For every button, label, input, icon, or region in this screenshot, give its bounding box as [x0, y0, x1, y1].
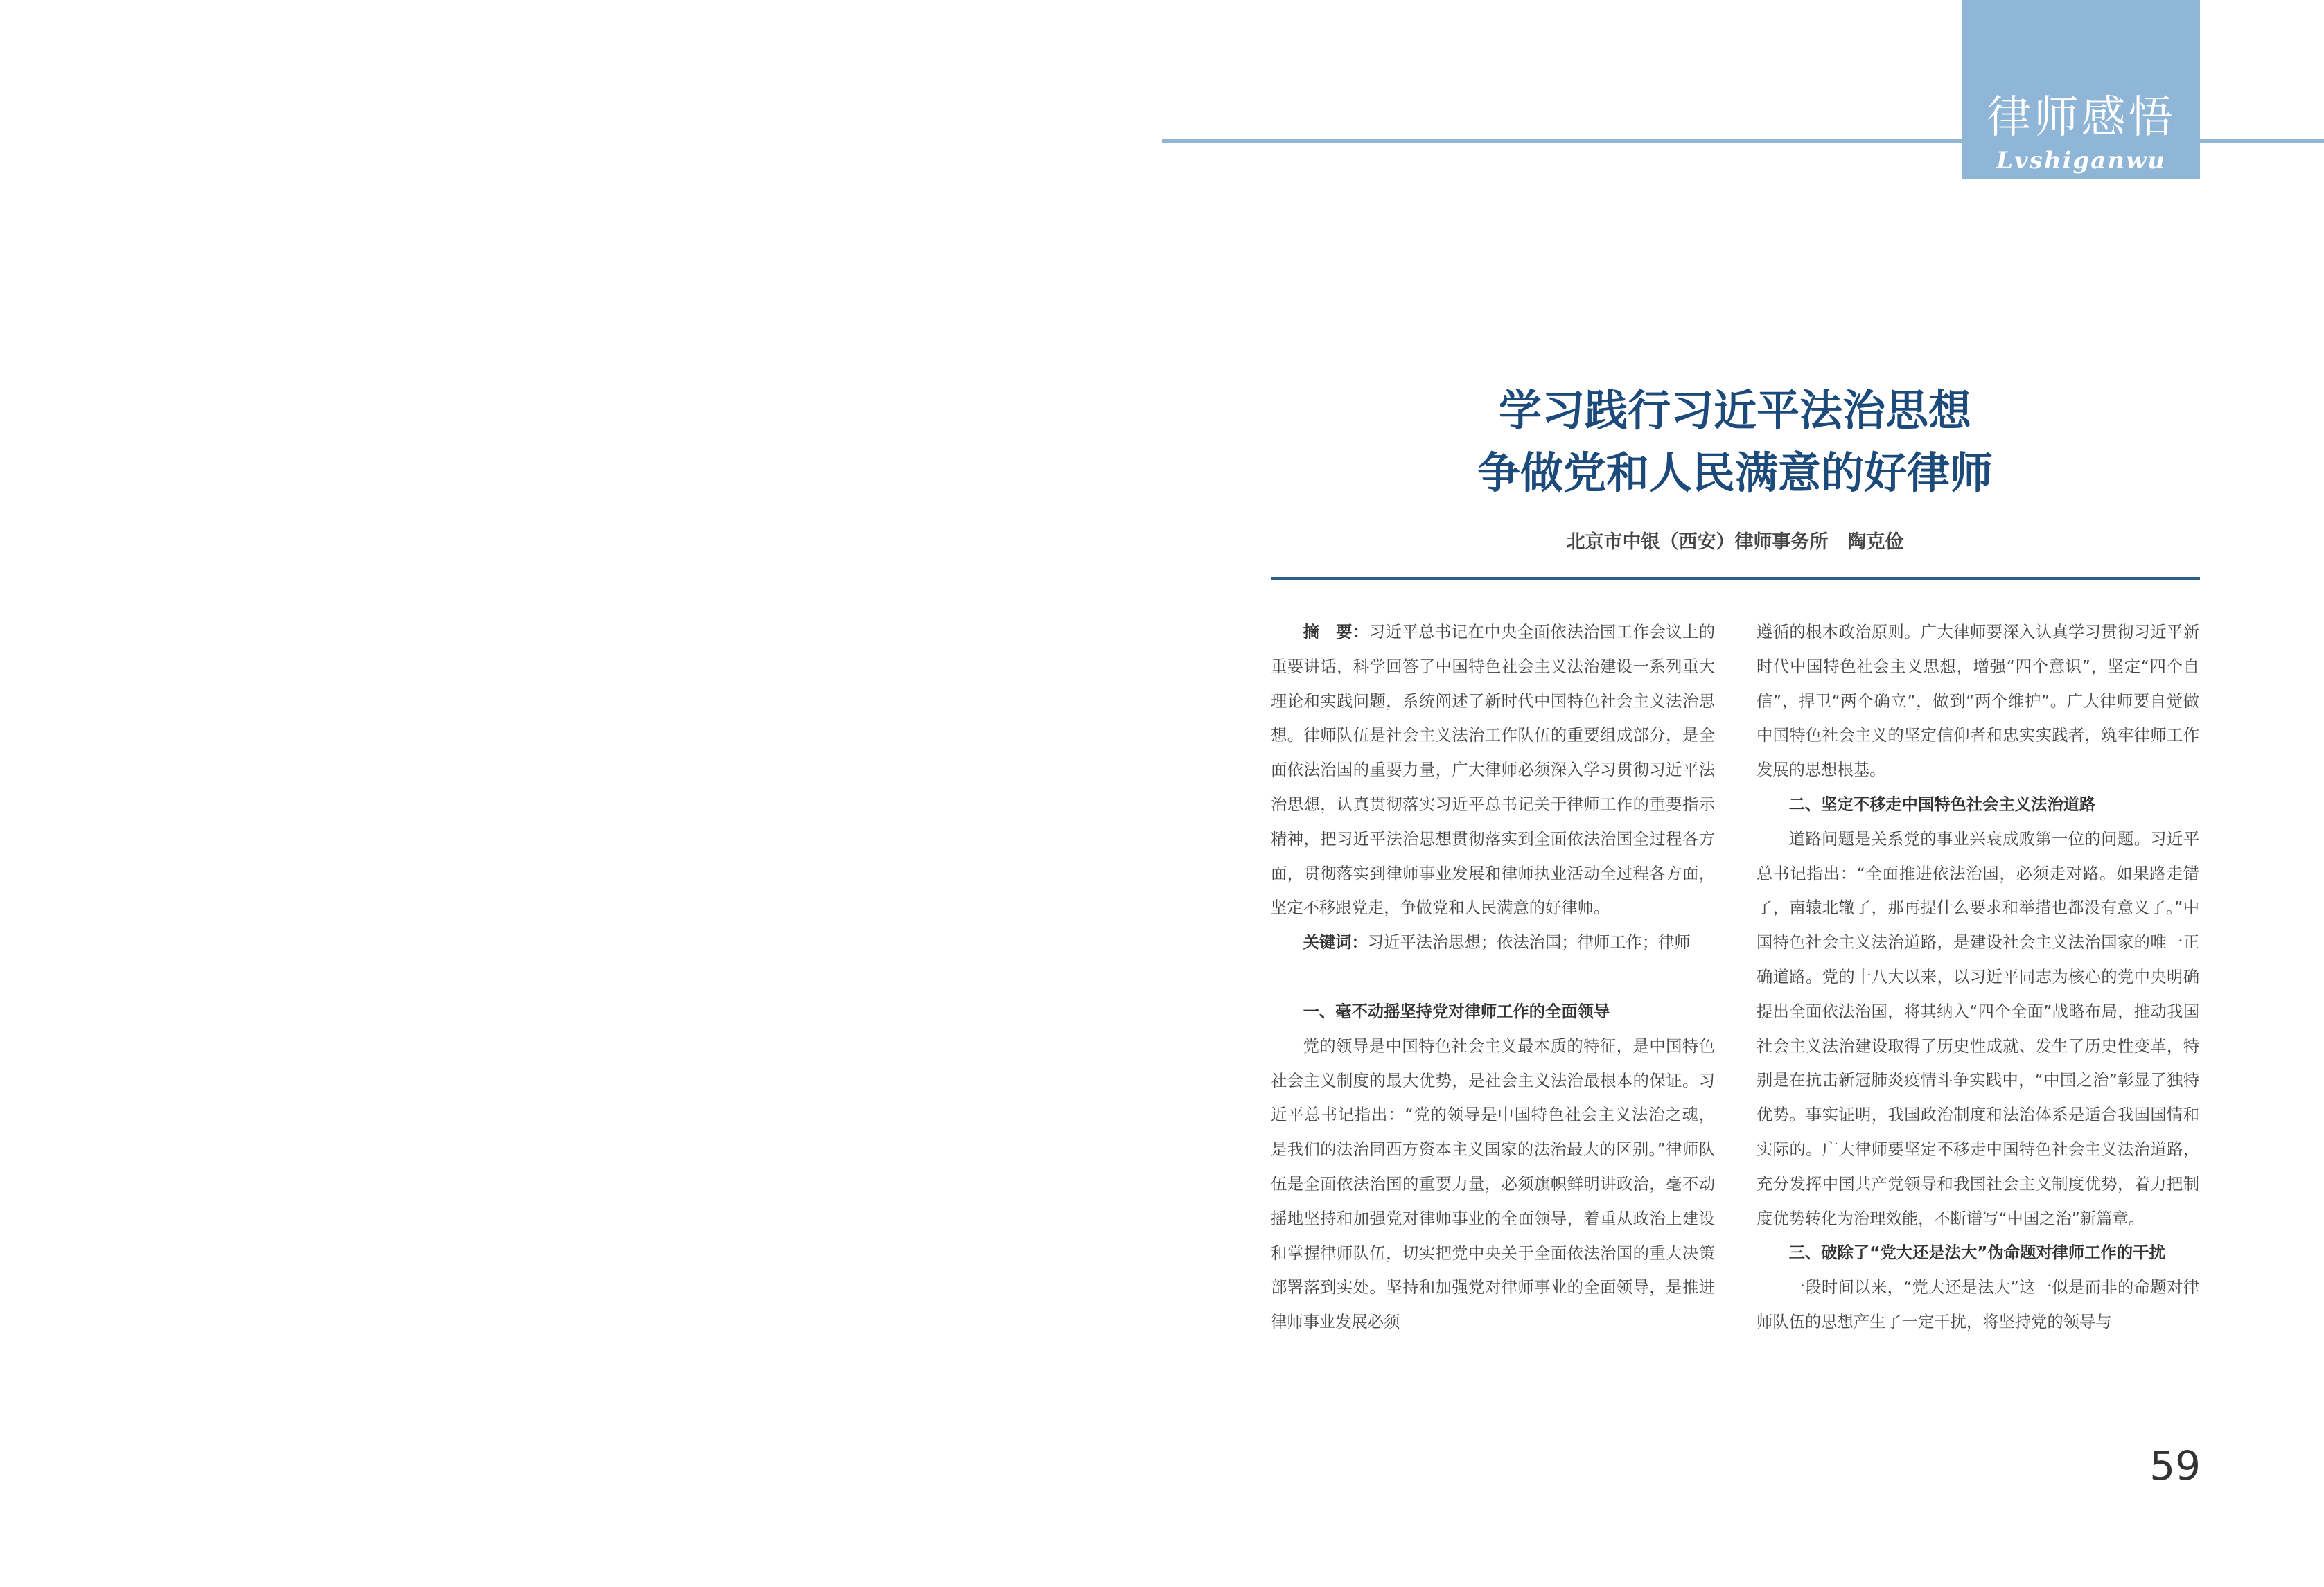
- section-3-heading: 三、破除了“党大还是法大”伪命题对律师工作的干扰: [1788, 1243, 2165, 1263]
- article-title-line-1: 学习践行习近平法治思想: [1498, 385, 1971, 436]
- section-3-paragraph: 一段时间以来，“党大还是法大”这一似是而非的命题对律师队伍的思想产生了一定干扰，将坚持党的领导与: [1757, 1278, 2199, 1331]
- page-number: 59: [2149, 1442, 2201, 1489]
- keywords: [1271, 925, 1715, 960]
- author-organization: 北京市中银（西安）律师事务所: [1566, 531, 1829, 553]
- spacer: [1271, 960, 1715, 995]
- section-title: 律师感悟: [1987, 92, 2176, 143]
- section-subtitle: Lvshiganwu: [1996, 147, 2166, 175]
- section-2-heading: 二、坚定不移走中国特色社会主义法治道路: [1788, 795, 2096, 814]
- keywords-text: 习近平法治思想；依法治国；律师工作；律师: [1367, 933, 1691, 952]
- section-1-paragraph: 党的领导是中国特色社会主义最本质的特征，是中国特色社会主义制度的最大优势，是社会主义法治最根本的保证。习近平总书记指出：“党的领导是中国特色社会主义法治之魂，是我们的法治同西方资本主义国家的法治最大的区别。”律师队伍是全面依法治国的重要力量，必须旗帜鲜明讲政治，毫不动摇地坚持和加强党对律师事业的全面领导，着重从政治上建设和掌握律师队伍，切实把党中央关于全面依法治国的重大决策部署落到实处。坚持和加强党对律师事业的全面领导，是推进律师事业发展必须: [1271, 1036, 1715, 1332]
- section-tab: [1962, 0, 2200, 179]
- article-title: [1271, 380, 2199, 504]
- abstract-text: 习近平总书记在中央全面依法治国工作会议上的重要讲话，科学回答了中国特色社会主义法治建设一系列重大理论和实践问题，系统阐述了新时代中国特色社会主义法治思想。律师队伍是社会主义法治工作队伍的重要组成部分，是全面依法治国的重要力量，广大律师必须深入学习贯彻习近平法治思想，认真贯彻落实习近平总书记关于律师工作的重要指示精神，把习近平法治思想贯彻落实到全面依法治国全过程各方面，贯彻落实到律师事业发展和律师执业活动全过程各方面，坚定不移跟党走，争做党和人民满意的好律师。: [1271, 623, 1716, 918]
- section-2-paragraph: 道路问题是关系党的事业兴衰成败第一位的问题。习近平总书记指出：“全面推进依法治国，必须走对路。如果路走错了，南辕北辙了，那再提什么要求和举措也都没有意义了。”中国特色社会主义法治道路，是建设社会主义法治国家的唯一正确道路。党的十八大以来，以习近平同志为核心的党中央明确提出全面依法治国，将其纳入“四个全面”战略布局，推动我国社会主义法治建设取得了历史性成就、发生了历史性变革，特别是在抗击新冠肺炎疫情斗争实践中，“中国之治”彰显了独特优势。事实证明，我国政治制度和法治体系是适合我国国情和实际的。广大律师要坚定不移走中国特色社会主义法治道路，充分发挥中国共产党领导和我国社会主义制度优势，着力把制度优势转化为治理效能，不断谱写“中国之治”新篇章。: [1757, 829, 2199, 1228]
- abstract-label: 摘 要：: [1303, 623, 1369, 641]
- text-column-left: [1271, 615, 1715, 1340]
- article-title-line-2: 争做党和人民满意的好律师: [1477, 447, 1993, 498]
- keywords-label: 关键词：: [1303, 933, 1368, 952]
- title-divider: [1271, 577, 2200, 580]
- text-column-right: [1757, 615, 2199, 1340]
- author-name: 陶克俭: [1847, 531, 1904, 553]
- section-1-paragraph-continued: 遵循的根本政治原则。广大律师要深入认真学习贯彻习近平新时代中国特色社会主义思想，增强“四个意识”，坚定“四个自信”，捍卫“两个确立”，做到“两个维护”。广大律师要自觉做中国特色社会主义的坚定信仰者和忠实实践者，筑牢律师工作发展的思想根基。: [1757, 623, 2199, 780]
- abstract: [1271, 615, 1715, 925]
- author-byline: [1271, 526, 2199, 553]
- section-1-heading: 一、毫不动摇坚持党对律师工作的全面领导: [1303, 1002, 1610, 1021]
